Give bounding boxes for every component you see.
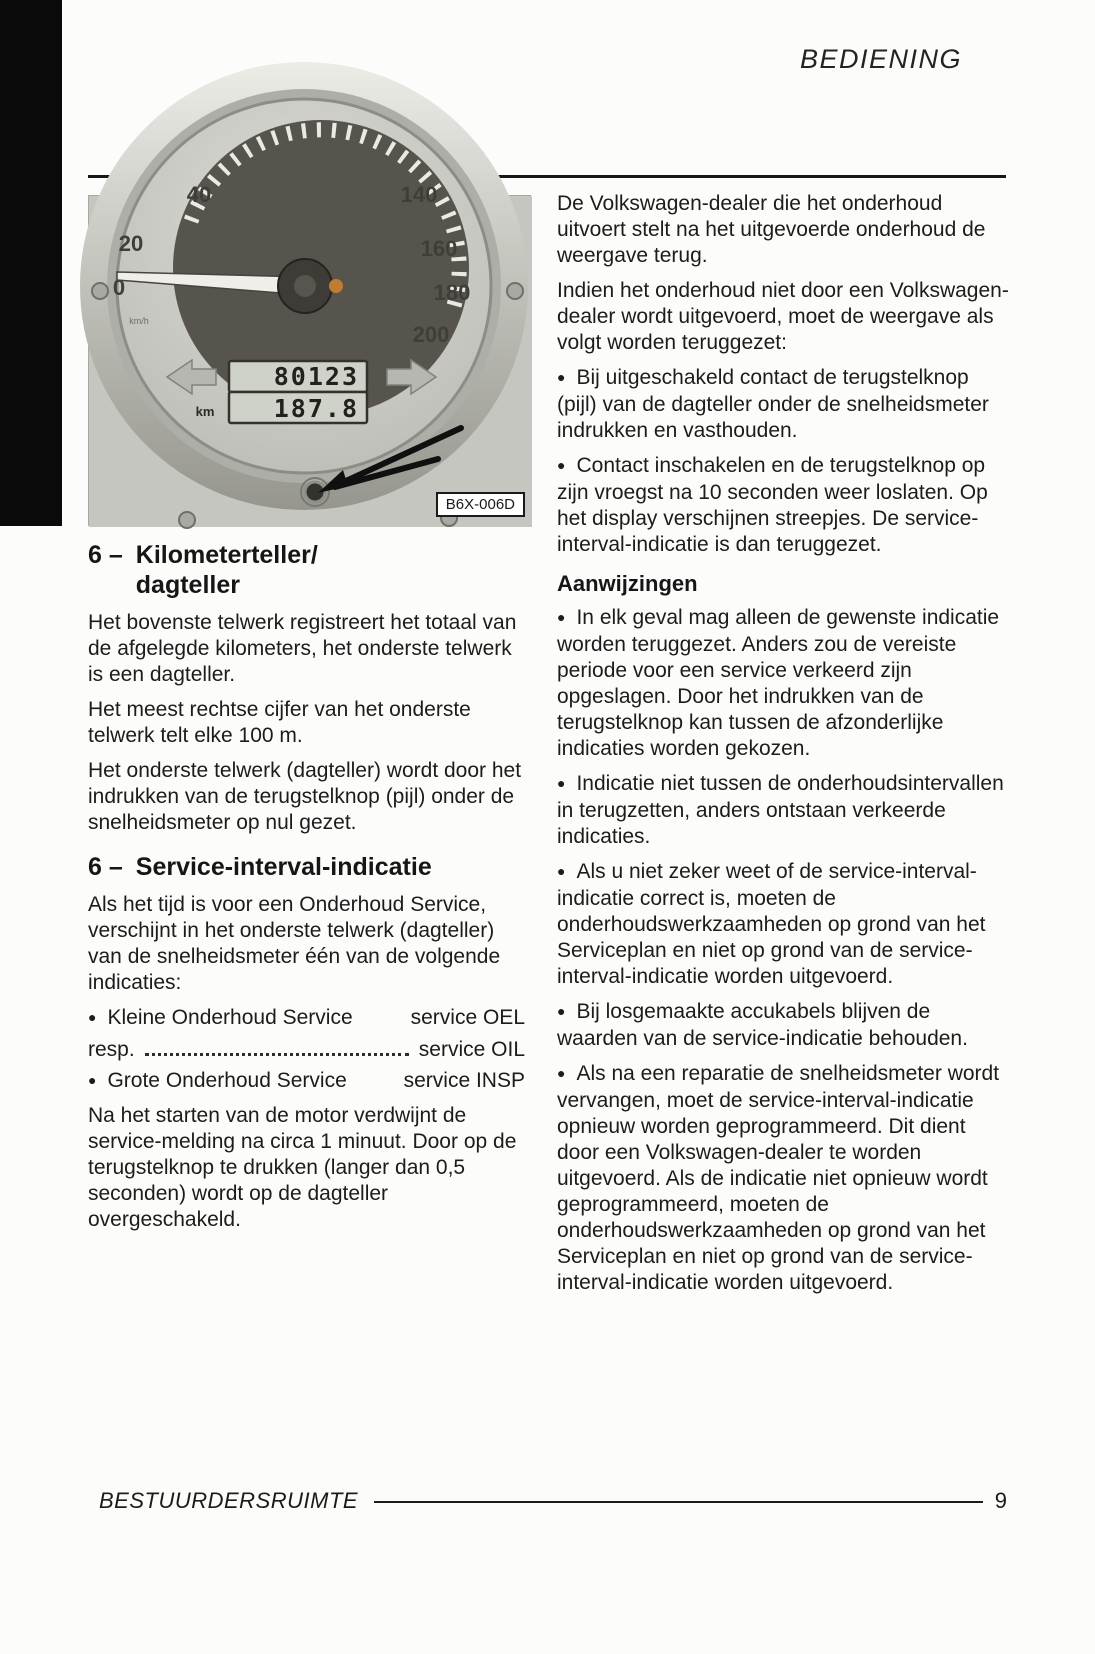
paragraph: Na het starten van de motor verdwijnt de service-melding na circa 1 minuut. Door op de terugstelknop te drukken (langer dan 0,5 seconden) wordt op de dagteller overgeschakeld.	[88, 1104, 517, 1231]
bullet-marker: ●	[557, 863, 566, 879]
scale-160: 160	[420, 236, 458, 261]
heading-number: 6 –	[88, 853, 123, 881]
bullet-marker: ●	[557, 457, 566, 473]
service-indication-row-alt	[88, 1037, 525, 1063]
paragraph: De Volkswagen-dealer die het onderhoud uitvoert stelt na het uitgevoerde onderhoud de weergave terug.	[557, 192, 986, 267]
scale-unit-label: km/h	[129, 316, 149, 326]
service-code: service OIL	[418, 1038, 525, 1061]
bullet-marker: ●	[557, 369, 566, 385]
heading-text	[136, 540, 318, 600]
scale-0: 0	[112, 275, 126, 300]
bullet-text: In elk geval mag alleen de gewenste indicatie worden teruggezet. Anders zou de vereiste periode voor een service verkeerd zijn opgeslagen. Door het indrukken van de terugstelknop kan tussen de afzonderlijke indicaties worden gekozen.	[557, 606, 1000, 760]
scale-180: 180	[433, 280, 471, 305]
heading-number: 6 –	[88, 541, 123, 569]
service-label: resp.	[88, 1038, 135, 1061]
scale-200: 200	[412, 322, 450, 347]
bullet-text: Als u niet zeker weet of de service-interval-indicatie correct is, moeten de onderhoudswerkzaamheden op grond van het Serviceplan en niet op grond van de service-interval-indicatie worden uitgevoerd.	[557, 860, 986, 988]
paragraph: Het meest rechtse cijfer van het onderste telwerk telt elke 100 m.	[88, 698, 471, 747]
scale-140: 140	[400, 182, 438, 207]
paragraph: Als het tijd is voor een Onderhoud Service, verschijnt in het onderste telwerk (dagteller) van de snelheidsmeter één van de volgende indicaties:	[88, 893, 501, 994]
bullet-marker: ●	[557, 775, 566, 791]
odometer-value: 80123	[273, 362, 359, 391]
bullet-marker: ●	[88, 1009, 97, 1025]
bullet-item	[557, 999, 1009, 1052]
service-code: service INSP	[403, 1069, 525, 1092]
bullet-item	[557, 365, 1009, 444]
speedometer-illustration	[89, 182, 532, 527]
service-label: Grote Onderhoud Service	[107, 1069, 347, 1092]
bullet-marker: ●	[557, 1065, 566, 1081]
bullet-item	[557, 1061, 1009, 1296]
service-code: service OEL	[410, 1006, 525, 1029]
page-number: 9	[994, 1488, 1007, 1513]
bullet-text: Indicatie niet tussen de onderhoudsintervallen in terugzetten, anders ontstaan verkeerde indicaties.	[557, 772, 1004, 848]
bullet-marker: ●	[557, 609, 566, 625]
footer-rule	[374, 1501, 983, 1503]
service-label: Kleine Onderhoud Service	[107, 1006, 353, 1029]
page-footer	[99, 1488, 1007, 1514]
trip-odometer-value: 187.8	[273, 394, 359, 423]
bullet-text: Contact inschakelen en de terugstelknop op zijn vroegst na 10 seconden weer loslaten. Op het display verschijnen streepjes. De service-interval-indicatie is dan teruggezet.	[557, 454, 988, 556]
page-header-title: BEDIENING	[799, 44, 962, 74]
paragraph: Het onderste telwerk (dagteller) wordt door het indrukken van de terugstelknop (pijl) onder de snelheidsmeter op nul gezet.	[88, 759, 522, 834]
heading-line-1: Kilometerteller/	[135, 541, 318, 569]
figure-reference-tag: B6X-006D	[436, 492, 525, 517]
dot-leader	[145, 1053, 409, 1056]
heading-text: Service-interval-indicatie	[135, 853, 432, 881]
right-column	[557, 191, 1009, 1305]
bullet-item	[557, 859, 1009, 990]
heading-line-2: dagteller	[135, 571, 240, 599]
bullet-item	[557, 605, 1009, 762]
footer-section-label: BESTUURDERSRUIMTE	[99, 1488, 359, 1513]
bullet-item	[557, 453, 1009, 558]
scale-20: 20	[118, 231, 144, 256]
bullet-marker: ●	[88, 1072, 97, 1088]
left-column	[88, 540, 525, 1242]
bullet-text: Bij uitgeschakeld contact de terugstelknop (pijl) van de dagteller onder de snelheidsmeter indrukken en vasthouden.	[557, 366, 989, 442]
bullet-marker: ●	[557, 1003, 566, 1019]
bullet-text: Bij losgemaakte accukabels blijven de waarden van de service-indicatie behouden.	[557, 1000, 968, 1050]
needle-counterweight	[329, 279, 343, 293]
heading-aanwijzingen: Aanwijzingen	[557, 571, 698, 596]
heading-kilometerteller	[88, 540, 525, 600]
service-indication-row	[88, 1005, 525, 1032]
service-indication-row	[88, 1068, 525, 1095]
heading-service-interval	[88, 852, 525, 882]
bullet-item	[557, 771, 1009, 850]
paragraph: Indien het onderhoud niet door een Volkswagen-dealer wordt uitgevoerd, moet de weergave als volgt worden teruggezet:	[557, 279, 1009, 354]
trip-reset-knob	[301, 478, 329, 506]
paragraph: Het bovenste telwerk registreert het totaal van de afgelegde kilometers, het onderste telwerk is een dagteller.	[88, 611, 517, 686]
odometer-unit-label: km	[195, 404, 215, 419]
scale-40: 40	[186, 182, 212, 207]
instrument-cluster-figure	[88, 182, 531, 526]
left-margin-bar	[0, 0, 62, 526]
bullet-text: Als na een reparatie de snelheidsmeter wordt vervangen, moet de service-interval-indicatie opnieuw worden geprogrammeerd. Dit dient door een Volkswagen-dealer te worden uitgevoerd. Als de indicatie niet opnieuw wordt geprogrammeerd, moeten de onderhoudswerkzaamheden op grond van het Serviceplan en niet op grond van de service-interval-indicatie worden uitgevoerd.	[557, 1062, 1000, 1294]
